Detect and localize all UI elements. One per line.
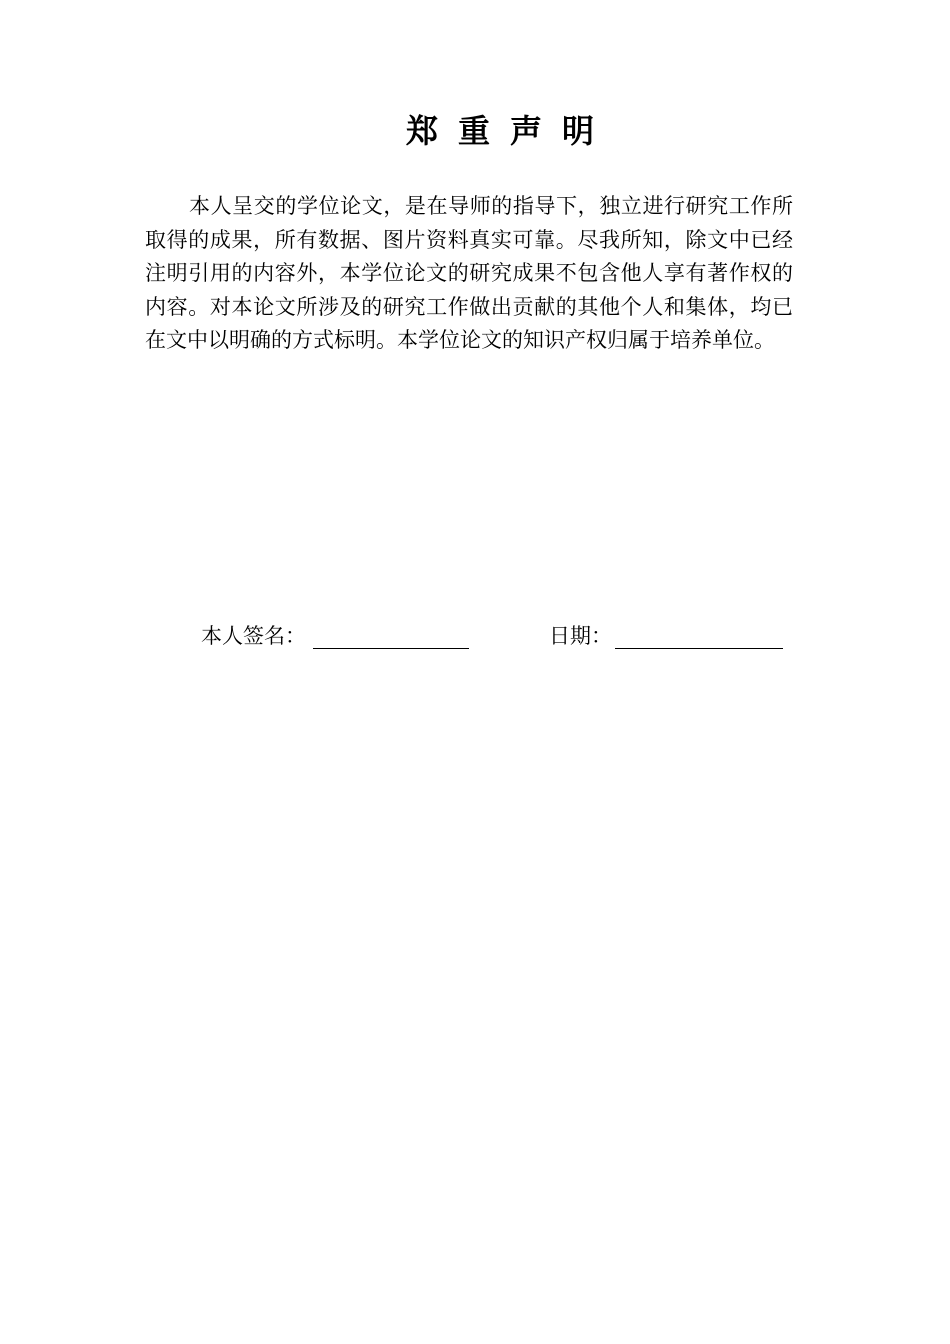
date-label: 日期：: [549, 624, 612, 648]
declaration-text: 本人呈交的学位论文，是在导师的指导下，独立进行研究工作所取得的成果，所有数据、图片资料真实可靠。尽我所知，除文中已经注明引用的内容外，本学位论文的研究成果不包含他人享有著作权的内容。对本论文所涉及的研究工作做出贡献的其他个人和集体，均已在文中以明确的方式标明。本学位论文的知识产权归属于培养单位。: [145, 194, 793, 353]
date-blank-line: [615, 648, 783, 649]
signature-label: 本人签名：: [201, 624, 306, 648]
signature-blank-line: [313, 648, 469, 649]
page-title: 郑重声明: [405, 112, 614, 150]
signature-row: [201, 620, 801, 652]
